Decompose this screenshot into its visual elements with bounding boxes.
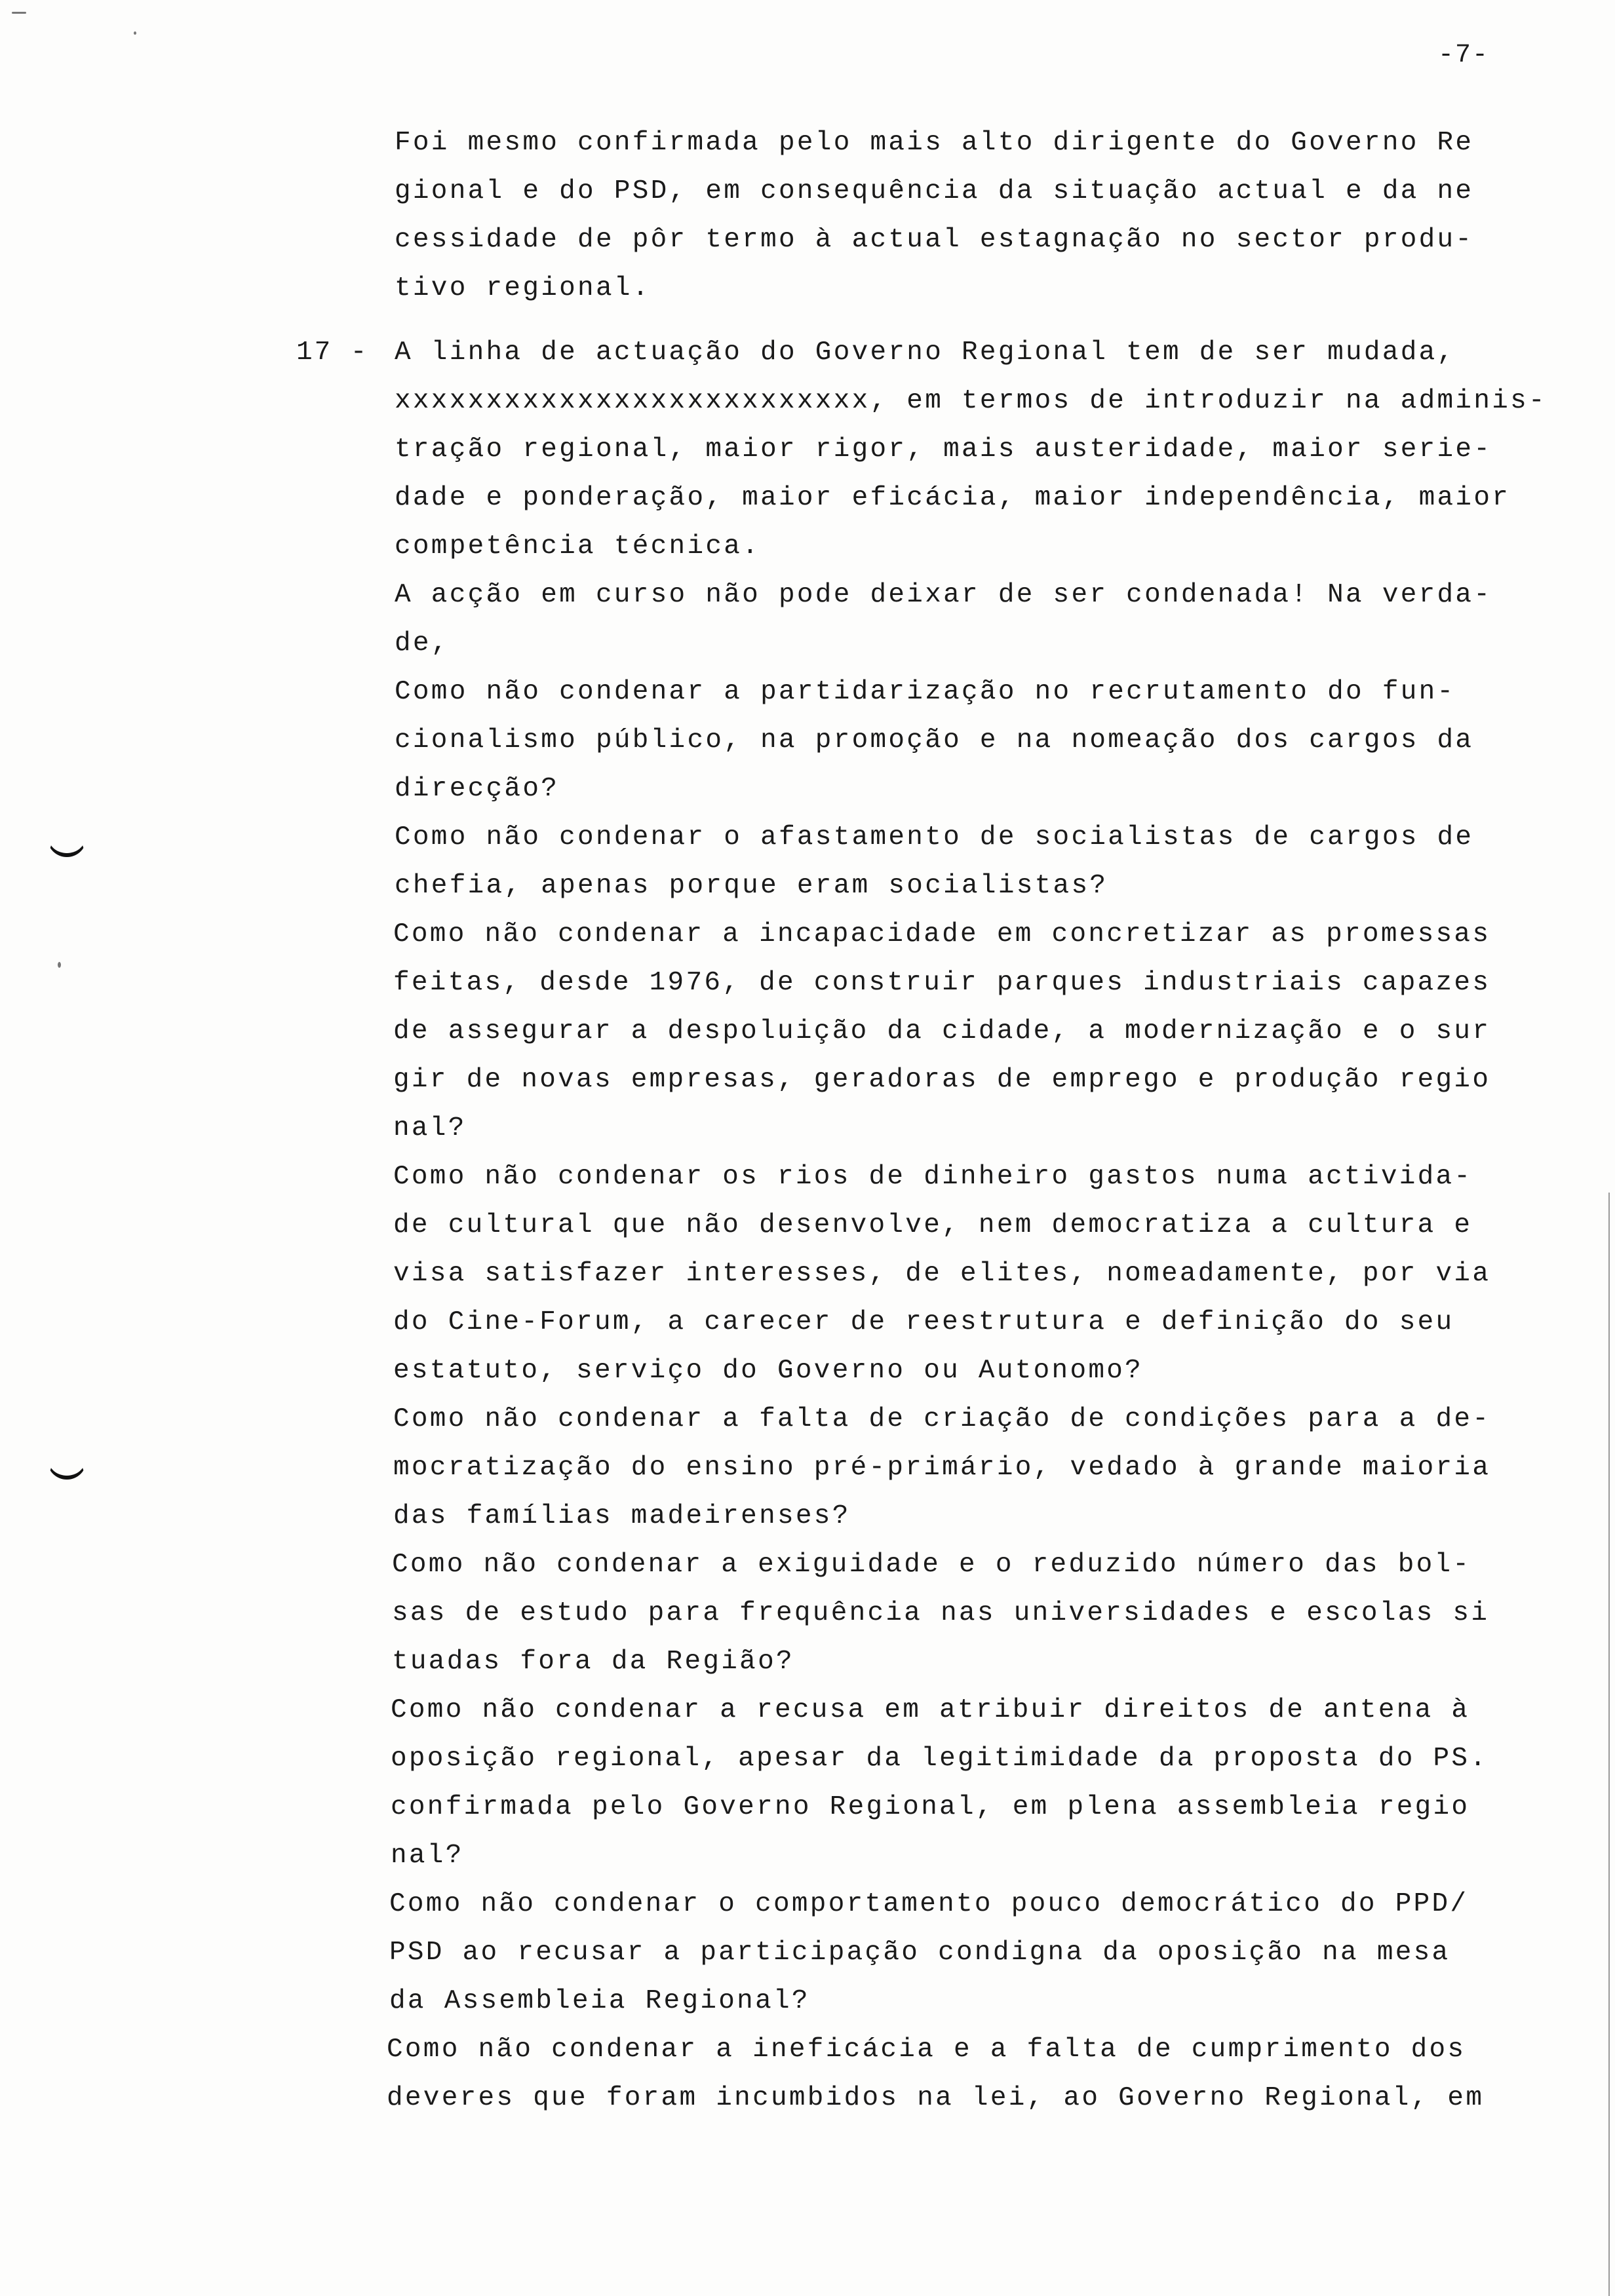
text-line: Como não condenar a partidarização no recrutamento do fun-	[395, 677, 1456, 707]
text-line: Como não condenar o comportamento pouco democrático do PPD/	[389, 1889, 1469, 1919]
scan-speck	[58, 962, 61, 968]
text-line: de,	[395, 628, 450, 659]
text-line: gional e do PSD, em consequência da situação actual e da ne	[395, 176, 1474, 206]
text-line: tração regional, maior rigor, mais austeridade, maior serie-	[395, 434, 1492, 465]
item-number-17: 17 -	[296, 337, 369, 368]
text-line: confirmada pelo Governo Regional, em plena assembleia regio	[391, 1792, 1470, 1822]
text-line: sas de estudo para frequência nas universidades e escolas si	[392, 1598, 1490, 1628]
text-line: Como não condenar a incapacidade em concretizar as promessas	[393, 919, 1491, 949]
text-line: do Cine-Forum, a carecer de reestrutura e definição do seu	[393, 1307, 1454, 1337]
text-line: mocratização do ensino pré-primário, vedado à grande maioria	[393, 1453, 1491, 1483]
text-line: Como não condenar a exiguidade e o reduzido número das bol-	[392, 1550, 1471, 1580]
text-line: A acção em curso não pode deixar de ser condenada! Na verda-	[395, 580, 1492, 610]
scan-speck	[12, 12, 26, 14]
margin-bracket-mark	[47, 833, 87, 857]
text-line: nal?	[391, 1841, 464, 1871]
text-line: direcção?	[395, 774, 560, 804]
text-line: de assegurar a despoluição da cidade, a modernização e o sur	[393, 1016, 1491, 1046]
text-line: A linha de actuação do Governo Regional tem de ser mudada,	[395, 337, 1456, 368]
scan-speck	[134, 31, 136, 35]
text-line: xxxxxxxxxxxxxxxxxxxxxxxxxx, em termos de introduzir na adminis-	[395, 386, 1547, 416]
text-line: cessidade de pôr termo à actual estagnação no sector produ-	[395, 225, 1474, 255]
text-line: Como não condenar o afastamento de socialistas de cargos de	[395, 822, 1474, 852]
text-line: cionalismo público, na promoção e na nomeação dos cargos da	[395, 725, 1474, 756]
text-line: visa satisfazer interesses, de elites, nomeadamente, por via	[393, 1259, 1491, 1289]
text-line: gir de novas empresas, geradoras de emprego e produção regio	[393, 1065, 1491, 1095]
text-line: Como não condenar a falta de criação de condições para a de-	[393, 1404, 1491, 1434]
text-line: feitas, desde 1976, de construir parques industriais capazes	[393, 968, 1491, 998]
text-line: de cultural que não desenvolve, nem democratiza a cultura e	[393, 1210, 1473, 1240]
page-number: -7-	[1438, 41, 1490, 70]
text-line: PSD ao recusar a participação condigna da oposição na mesa	[389, 1938, 1450, 1968]
text-line: oposição regional, apesar da legitimidade da proposta do PS.	[391, 1744, 1489, 1774]
text-line: Como não condenar a ineficácia e a falta de cumprimento dos	[387, 2035, 1466, 2065]
text-line: deveres que foram incumbidos na lei, ao Governo Regional, em	[387, 2083, 1485, 2113]
text-line: competência técnica.	[395, 531, 761, 562]
text-line: tivo regional.	[395, 273, 651, 303]
text-line: das famílias madeirenses?	[393, 1501, 851, 1531]
text-line: da Assembleia Regional?	[389, 1986, 810, 2016]
text-line: tuadas fora da Região?	[392, 1647, 794, 1677]
text-line: Como não condenar a recusa em atribuir direitos de antena à	[391, 1695, 1470, 1725]
text-line: Como não condenar os rios de dinheiro gastos numa activida-	[393, 1162, 1473, 1192]
text-line: dade e ponderação, maior eficácia, maior independência, maior	[395, 483, 1511, 513]
scan-page-edge	[1608, 1193, 1610, 2296]
text-line: estatuto, serviço do Governo ou Autonomo?	[393, 1356, 1144, 1386]
text-line: nal?	[393, 1113, 467, 1143]
text-line: Foi mesmo confirmada pelo mais alto dirigente do Governo Re	[395, 128, 1474, 158]
text-line: chefia, apenas porque eram socialistas?	[395, 871, 1108, 901]
margin-bracket-mark	[47, 1456, 87, 1480]
